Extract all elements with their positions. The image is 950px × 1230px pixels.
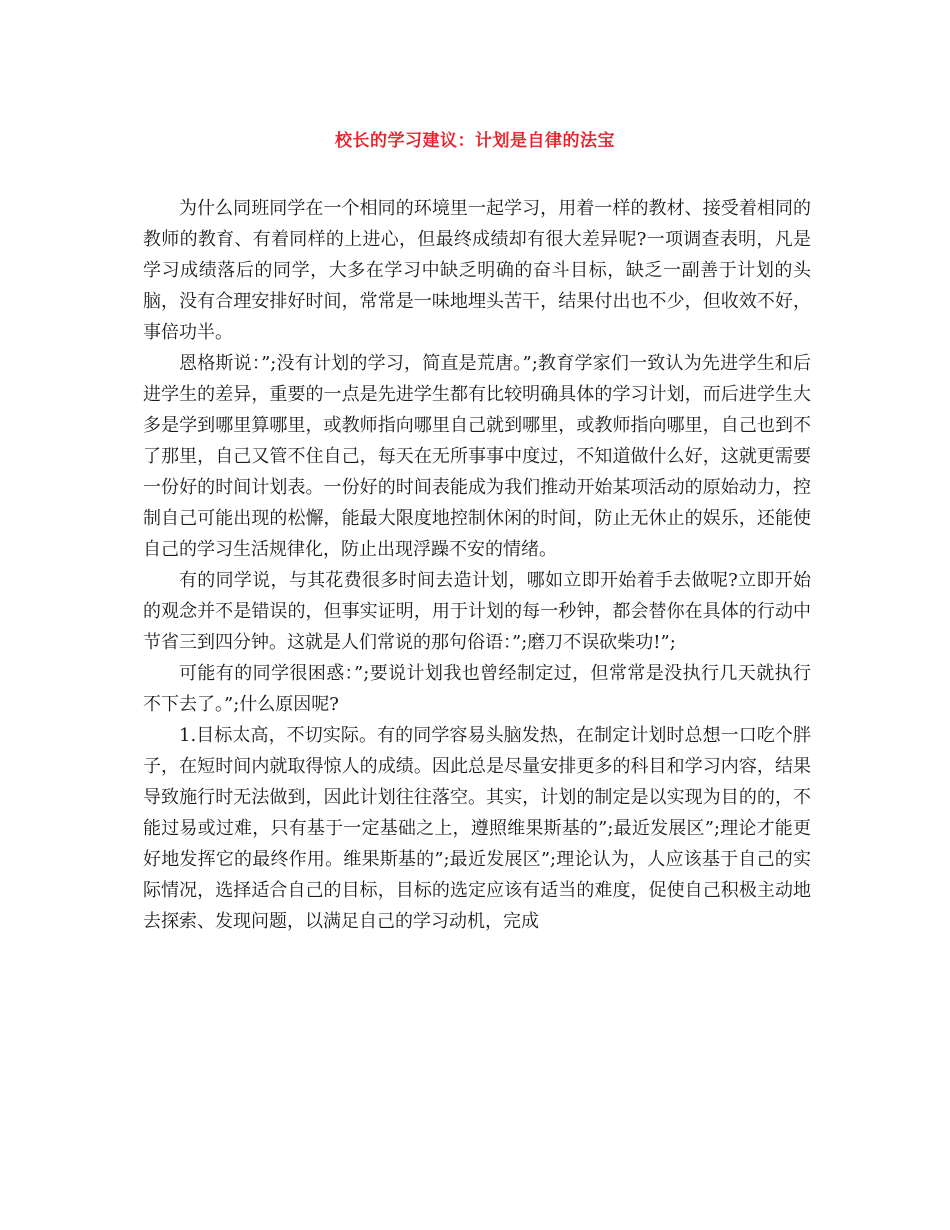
article-body (143, 193, 811, 937)
paragraph-1: 为什么同班同学在一个相同的环境里一起学习，用着一样的教材、接受着相同的教师的教育、有着同样的上进心，但最终成绩却有很大差异呢?一项调查表明，凡是学习成绩落后的同学，大多在学习中缺乏明确的奋斗目标，缺乏一副善于计划的头脑，没有合理安排好时间，常常是一味地埋头苦干，结果付出也不少，但收效不好，事倍功半。 (143, 198, 811, 343)
paragraph-2: 恩格斯说：”;没有计划的学习，简直是荒唐。”;教育学家们一致认为先进学生和后进学生的差异，重要的一点是先进学生都有比较明确具体的学习计划，而后进学生大多是学到哪里算哪里，或教师指向哪里自己就到哪里，或教师指向哪里，自己也到不了那里，自己又管不住自己，每天在无所事事中度过，不知道做什么好，这就更需要一份好的时间计划表。一份好的时间表能成为我们推动开始某项活动的原始动力，控制自己可能出现的松懈，能最大限度地控制休闲的时间，防止无休止的娱乐，还能使自己的学习生活规律化，防止出现浮躁不安的情绪。 (143, 353, 811, 560)
paragraph-3: 有的同学说，与其花费很多时间去造计划，哪如立即开始着手去做呢?立即开始的观念并不是错误的，但事实证明，用于计划的每一秒钟，都会替你在具体的行动中节省三到四分钟。这就是人们常说的那句俗语：”;磨刀不误砍柴功!”; (143, 570, 811, 653)
page-title: 校长的学习建议：计划是自律的法宝 (335, 131, 615, 151)
paragraph-5: 1.目标太高，不切实际。有的同学容易头脑发热，在制定计划时总想一口吃个胖子，在短时间内就取得惊人的成绩。因此总是尽量安排更多的科目和学习内容，结果导致施行时无法做到，因此计划往往落空。其实，计划的制定是以实现为目的的，不能过易或过难，只有基于一定基础之上，遵照维果斯基的”;最近发展区”;理论才能更好地发挥它的最终作用。维果斯基的”;最近发展区”;理论认为，人应该基于自己的实际情况，选择适合自己的目标，目标的选定应该有适当的难度，促使自己积极主动地去探索、发现问题，以满足自己的学习动机，完成 (143, 725, 811, 932)
paragraph-4: 可能有的同学很困惑：”;要说计划我也曾经制定过，但常常是没执行几天就执行不下去了。”;什么原因呢? (143, 663, 811, 715)
